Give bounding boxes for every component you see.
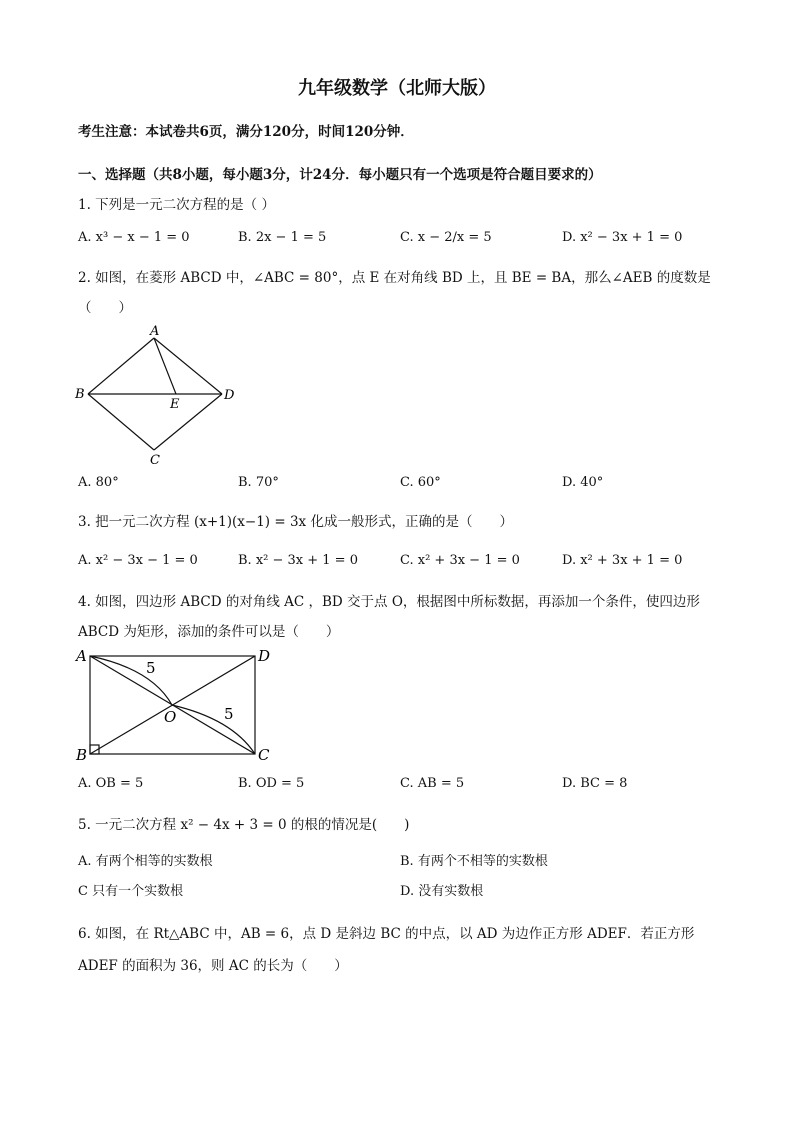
page-title: 九年级数学（北师大版） <box>298 78 496 99</box>
question-5-option-a: A. 有两个相等的实数根 <box>78 854 213 869</box>
question-2-stem: 2. 如图，在菱形 ABCD 中，∠ABC = 80°，点 E 在对角线 BD 上，且 BE = BA，那么∠AEB 的度数是 <box>78 270 711 286</box>
question-3-stem: 3. 把一元二次方程 (x+1)(x−1) = 3x 化成一般形式，正确的是（ ） <box>78 514 513 530</box>
point-label-e: E <box>170 397 180 412</box>
question-2-option-a: A. 80° <box>78 475 119 490</box>
vertex-label-c: C <box>150 453 160 468</box>
question-2-option-d: D. 40° <box>562 475 604 490</box>
vertex-label-d: D <box>224 388 235 403</box>
question-3-option-b: B. x² − 3x + 1 = 0 <box>238 553 358 568</box>
rectangle-figure <box>72 644 282 768</box>
question-4-stem: 4. 如图，四边形 ABCD 的对角线 AC ，BD 交于点 O，根据图中所标数据，再添加一个条件，使四边形 <box>78 594 700 610</box>
question-3-option-a: A. x² − 3x − 1 = 0 <box>78 553 198 568</box>
question-1-option-b: B. 2x − 1 = 5 <box>238 230 327 245</box>
question-3-option-c: C. x² + 3x − 1 = 0 <box>400 553 520 568</box>
vertex-label-a: A <box>150 324 160 339</box>
question-3-option-d: D. x² + 3x + 1 = 0 <box>562 553 683 568</box>
question-4-option-d: D. BC = 8 <box>562 776 628 791</box>
segment-length-label: 5 <box>224 705 234 723</box>
question-6-stem-continued: ADEF 的面积为 36，则 AC 的长为（ ） <box>78 958 348 974</box>
section-heading: 一、选择题（共8小题，每小题3分，计24分．每小题只有一个选项是符合题目要求的） <box>78 167 602 183</box>
segment-length-label: 5 <box>146 659 156 677</box>
question-5-option-d: D. 没有实数根 <box>400 884 484 899</box>
vertex-label-b: B <box>76 746 88 764</box>
question-2-stem-continued: （ ） <box>78 300 132 316</box>
question-6-stem: 6. 如图，在 Rt△ABC 中，AB = 6，点 D 是斜边 BC 的中点，以 AD 为边作正方形 ADEF．若正方形 <box>78 926 695 942</box>
question-1-option-c: C. x − 2/x = 5 <box>400 230 492 245</box>
question-4-option-a: A. OB = 5 <box>78 776 144 791</box>
question-1-option-d: D. x² − 3x + 1 = 0 <box>562 230 683 245</box>
question-2-option-c: C. 60° <box>400 475 441 490</box>
vertex-label-b: B <box>75 387 85 402</box>
rhombus-figure <box>70 320 250 470</box>
question-2-option-b: B. 70° <box>238 475 279 490</box>
question-5-option-b: B. 有两个不相等的实数根 <box>400 854 548 869</box>
question-5-stem: 5. 一元二次方程 x² − 4x + 3 = 0 的根的情况是( ) <box>78 817 410 833</box>
vertex-label-a: A <box>76 647 87 665</box>
question-4-option-b: B. OD = 5 <box>238 776 305 791</box>
center-label-o: O <box>164 708 177 726</box>
question-1-stem: 1. 下列是一元二次方程的是（ ） <box>78 197 275 213</box>
vertex-label-c: C <box>258 746 270 764</box>
question-1-option-a: A. x³ − x − 1 = 0 <box>78 230 190 245</box>
vertex-label-d: D <box>258 647 271 665</box>
exam-notice: 考生注意：本试卷共6页，满分120分，时间120分钟． <box>78 124 414 140</box>
question-4-option-c: C. AB = 5 <box>400 776 465 791</box>
question-4-stem-continued: ABCD 为矩形，添加的条件可以是（ ） <box>78 624 340 640</box>
question-5-option-c: C 只有一个实数根 <box>78 884 184 899</box>
